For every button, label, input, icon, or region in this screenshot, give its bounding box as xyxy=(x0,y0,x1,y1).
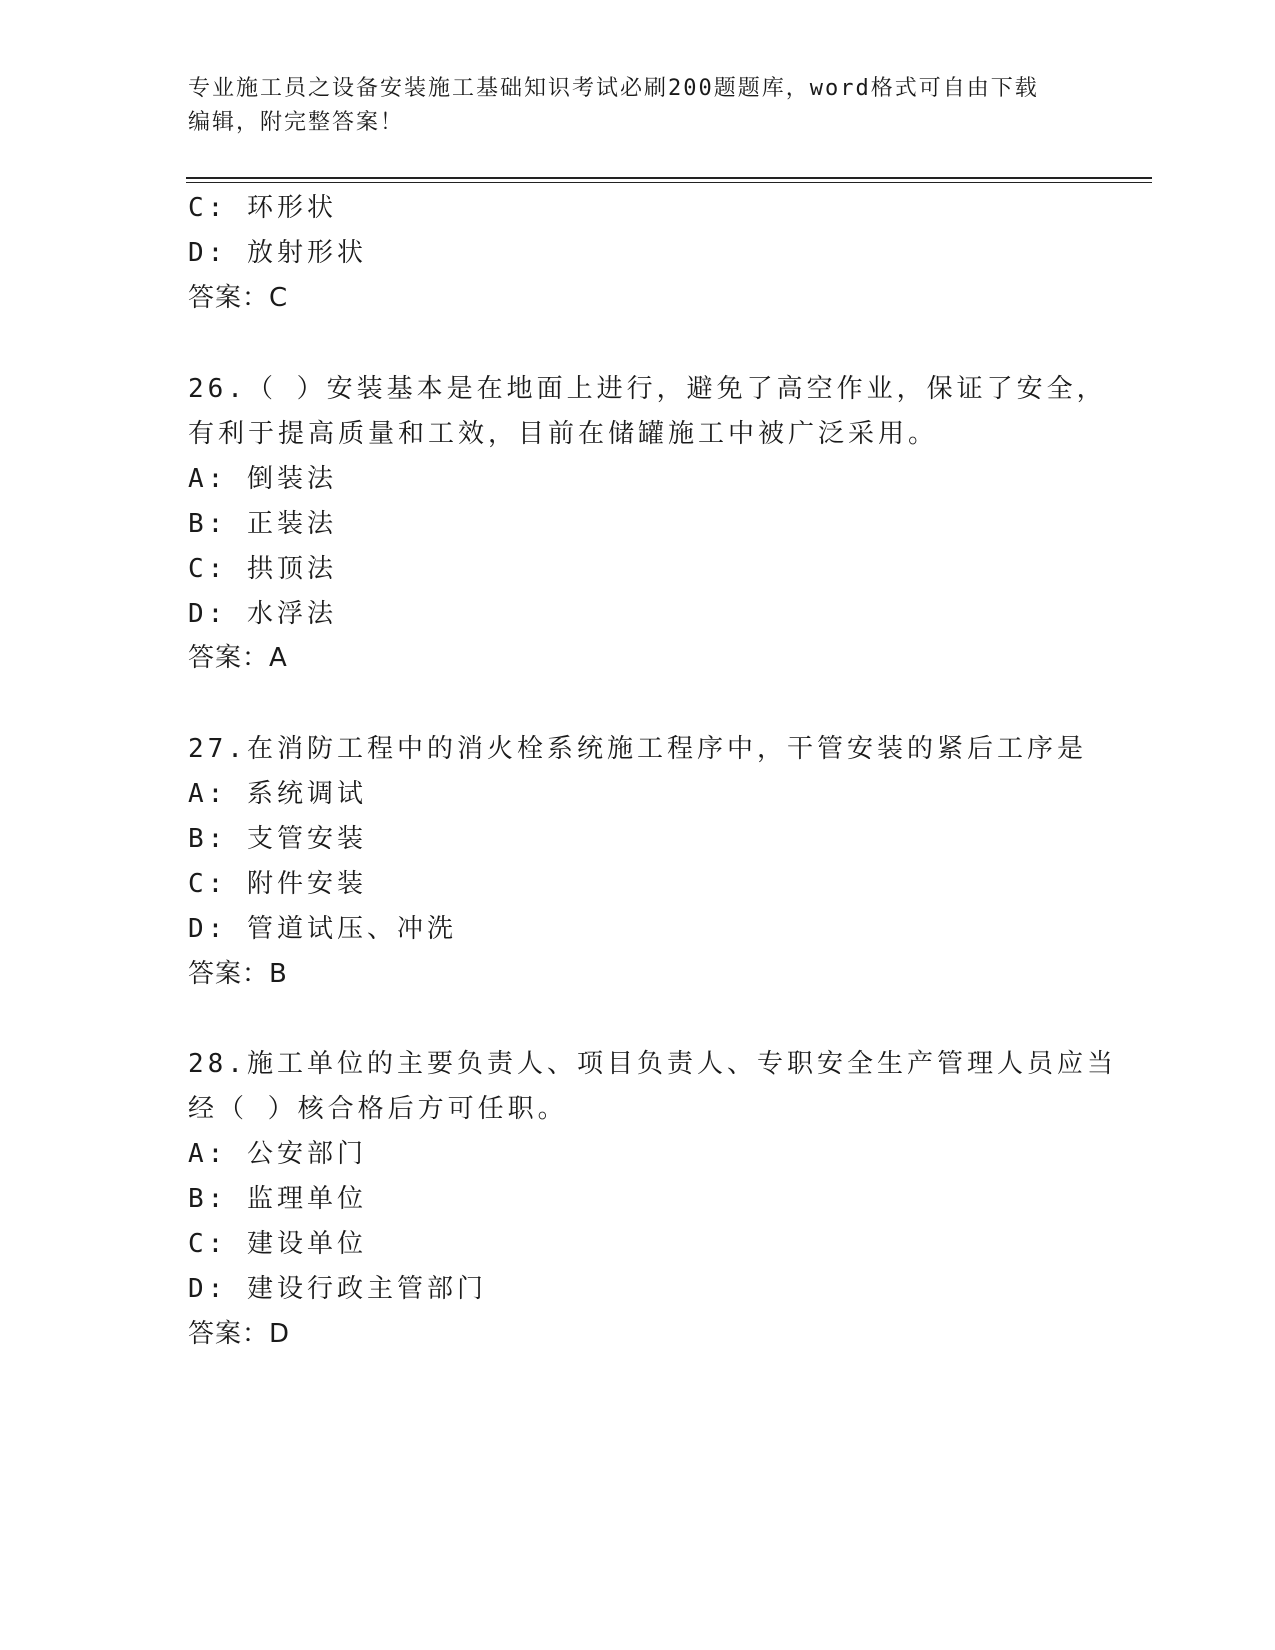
q26-option-a: A: 倒装法 xyxy=(188,464,337,494)
q27-option-c: C: 附件安装 xyxy=(188,869,367,899)
q28-option-d: D: 建设行政主管部门 xyxy=(188,1274,487,1304)
header-line-2: 编辑，附完整答案！ xyxy=(188,110,405,135)
header-line-1: 专业施工员之设备安装施工基础知识考试必刷200题题库，word格式可自由下载 xyxy=(188,76,1039,101)
q26-stem-line-2: 有利于提高质量和工效，目前在储罐施工中被广泛采用。 xyxy=(188,419,939,449)
q26-option-b: B: 正装法 xyxy=(188,509,337,539)
q26-option-c: C: 拱顶法 xyxy=(188,554,337,584)
q27-answer: 答案：B xyxy=(188,959,288,989)
q28-option-b: B: 监理单位 xyxy=(188,1184,367,1214)
q27-option-b: B: 支管安装 xyxy=(188,824,367,854)
q26-stem-line-1: 26.（ ）安装基本是在地面上进行，避免了高空作业，保证了安全， xyxy=(188,374,1107,404)
q25-option-d: D: 放射形状 xyxy=(188,238,367,268)
q28-answer: 答案：D xyxy=(188,1319,291,1349)
q27-option-a: A: 系统调试 xyxy=(188,779,367,809)
q25-answer: 答案：C xyxy=(188,283,289,313)
q27-option-d: D: 管道试压、冲洗 xyxy=(188,914,457,944)
header-divider-thin xyxy=(186,182,1152,183)
q25-option-c: C: 环形状 xyxy=(188,193,337,223)
q28-stem-line-2: 经（ ）核合格后方可任职。 xyxy=(188,1094,568,1124)
q28-stem-line-1: 28.施工单位的主要负责人、项目负责人、专职安全生产管理人员应当 xyxy=(188,1049,1117,1079)
q28-option-c: C: 建设单位 xyxy=(188,1229,367,1259)
header-divider-thick xyxy=(186,177,1152,179)
q28-option-a: A: 公安部门 xyxy=(188,1139,367,1169)
q26-option-d: D: 水浮法 xyxy=(188,599,337,629)
q26-answer: 答案：A xyxy=(188,643,288,673)
q27-stem-line-1: 27.在消防工程中的消火栓系统施工程序中，干管安装的紧后工序是 xyxy=(188,734,1087,764)
document-header xyxy=(188,72,1088,140)
